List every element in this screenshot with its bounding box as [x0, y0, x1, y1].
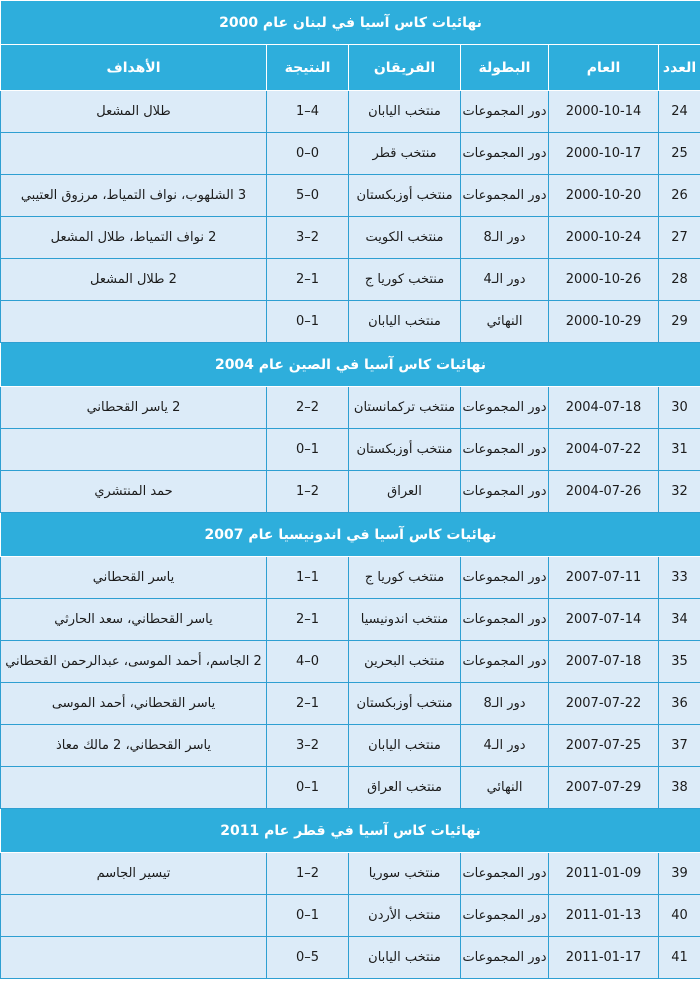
match-number: 41	[659, 937, 700, 979]
opponent-team: منتخب سوريا	[349, 853, 461, 895]
opponent-team: منتخب العراق	[349, 767, 461, 809]
match-number: 38	[659, 767, 700, 809]
goal-scorers	[1, 133, 267, 175]
match-number: 39	[659, 853, 700, 895]
match-stage: دور الـ4	[461, 259, 549, 301]
opponent-team: منتخب اليابان	[349, 937, 461, 979]
opponent-team: منتخب تركمانستان	[349, 387, 461, 429]
match-date: 2000-10-17	[549, 133, 659, 175]
match-stage: دور المجموعات	[461, 133, 549, 175]
table-row	[1, 853, 700, 895]
header-goals: الأهداف	[1, 45, 267, 91]
match-score: 5–0	[267, 175, 349, 217]
goal-scorers: ياسر القحطاني، أحمد الموسى	[1, 683, 267, 725]
match-stage: دور المجموعات	[461, 937, 549, 979]
match-stage: النهائي	[461, 767, 549, 809]
header-year: العام	[549, 45, 659, 91]
goal-scorers	[1, 937, 267, 979]
opponent-team: منتخب اليابان	[349, 301, 461, 343]
table-row	[1, 725, 700, 767]
goal-scorers	[1, 301, 267, 343]
match-date: 2011-01-17	[549, 937, 659, 979]
section-header	[1, 343, 700, 387]
match-score: 0–1	[267, 429, 349, 471]
opponent-team: منتخب الأردن	[349, 895, 461, 937]
match-number: 32	[659, 471, 700, 513]
match-score: 0–1	[267, 895, 349, 937]
match-number: 26	[659, 175, 700, 217]
opponent-team: منتخب قطر	[349, 133, 461, 175]
header-stage: البطولة	[461, 45, 549, 91]
opponent-team: منتخب اندونيسيا	[349, 599, 461, 641]
match-stage: دور المجموعات	[461, 387, 549, 429]
table-row	[1, 133, 700, 175]
match-date: 2007-07-14	[549, 599, 659, 641]
section-title: نهائيات كاس آسيا في الصين عام 2004	[1, 343, 700, 387]
match-number: 37	[659, 725, 700, 767]
goal-scorers: 2 الجاسم، أحمد الموسى، عبدالرحمن القحطاني	[1, 641, 267, 683]
table-row	[1, 259, 700, 301]
table-row	[1, 683, 700, 725]
table-row	[1, 301, 700, 343]
match-stage: دور المجموعات	[461, 557, 549, 599]
section-header	[1, 513, 700, 557]
match-number: 29	[659, 301, 700, 343]
match-score: 4–0	[267, 641, 349, 683]
match-stage: دور المجموعات	[461, 599, 549, 641]
match-number: 36	[659, 683, 700, 725]
table-row	[1, 557, 700, 599]
match-number: 30	[659, 387, 700, 429]
table-row	[1, 937, 700, 979]
match-stage: دور المجموعات	[461, 471, 549, 513]
table-row	[1, 429, 700, 471]
opponent-team: منتخب الكويت	[349, 217, 461, 259]
match-date: 2000-10-14	[549, 91, 659, 133]
goal-scorers	[1, 429, 267, 471]
opponent-team: منتخب البحرين	[349, 641, 461, 683]
match-date: 2007-07-22	[549, 683, 659, 725]
header-result: النتيجة	[267, 45, 349, 91]
goal-scorers: حمد المنتشري	[1, 471, 267, 513]
table-row	[1, 471, 700, 513]
match-date: 2007-07-18	[549, 641, 659, 683]
opponent-team: منتخب أوزبكستان	[349, 683, 461, 725]
table-row	[1, 895, 700, 937]
table-row	[1, 175, 700, 217]
match-stage: دور الـ4	[461, 725, 549, 767]
match-stage: دور المجموعات	[461, 641, 549, 683]
goal-scorers: 2 طلال المشعل	[1, 259, 267, 301]
goal-scorers: ياسر القحطاني، سعد الحارثي	[1, 599, 267, 641]
goal-scorers: تيسير الجاسم	[1, 853, 267, 895]
section-header	[1, 809, 700, 853]
match-stage: دور الـ8	[461, 683, 549, 725]
match-stage: دور المجموعات	[461, 91, 549, 133]
opponent-team: منتخب كوريا ج	[349, 259, 461, 301]
table-row	[1, 91, 700, 133]
section-title: نهائيات كاس آسيا في اندونيسيا عام 2007	[1, 513, 700, 557]
opponent-team: منتخب اليابان	[349, 725, 461, 767]
match-date: 2004-07-18	[549, 387, 659, 429]
match-stage: دور المجموعات	[461, 895, 549, 937]
opponent-team: منتخب كوريا ج	[349, 557, 461, 599]
match-date: 2000-10-26	[549, 259, 659, 301]
match-score: 0–1	[267, 767, 349, 809]
match-stage: دور الـ8	[461, 217, 549, 259]
match-score: 1–4	[267, 91, 349, 133]
section-header	[1, 1, 700, 45]
opponent-team: منتخب أوزبكستان	[349, 175, 461, 217]
goal-scorers: 2 ياسر القحطاني	[1, 387, 267, 429]
header-teams: الفريقان	[349, 45, 461, 91]
goal-scorers: 2 نواف التمياط، طلال المشعل	[1, 217, 267, 259]
match-score: 3–2	[267, 725, 349, 767]
match-number: 24	[659, 91, 700, 133]
match-date: 2000-10-24	[549, 217, 659, 259]
goal-scorers: 3 الشلهوب، نواف التمياط، مرزوق العتيبي	[1, 175, 267, 217]
match-score: 1–2	[267, 471, 349, 513]
match-score: 1–2	[267, 853, 349, 895]
opponent-team: العراق	[349, 471, 461, 513]
match-score: 2–2	[267, 387, 349, 429]
match-stage: دور المجموعات	[461, 853, 549, 895]
match-number: 27	[659, 217, 700, 259]
match-date: 2011-01-09	[549, 853, 659, 895]
table-row	[1, 217, 700, 259]
match-date: 2000-10-20	[549, 175, 659, 217]
match-score: 2–1	[267, 259, 349, 301]
match-date: 2007-07-25	[549, 725, 659, 767]
column-headers	[1, 45, 700, 91]
match-score: 0–1	[267, 301, 349, 343]
match-stage: النهائي	[461, 301, 549, 343]
match-number: 40	[659, 895, 700, 937]
table-row	[1, 641, 700, 683]
section-title: نهائيات كاس آسيا في لبنان عام 2000	[1, 1, 700, 45]
match-score: 1–1	[267, 557, 349, 599]
match-date: 2007-07-29	[549, 767, 659, 809]
match-number: 31	[659, 429, 700, 471]
match-number: 33	[659, 557, 700, 599]
goal-scorers	[1, 895, 267, 937]
opponent-team: منتخب أوزبكستان	[349, 429, 461, 471]
match-number: 35	[659, 641, 700, 683]
goal-scorers	[1, 767, 267, 809]
match-date: 2004-07-22	[549, 429, 659, 471]
match-score: 0–0	[267, 133, 349, 175]
match-date: 2004-07-26	[549, 471, 659, 513]
match-date: 2007-07-11	[549, 557, 659, 599]
match-score: 3–2	[267, 217, 349, 259]
goal-scorers: ياسر القحطاني	[1, 557, 267, 599]
match-number: 34	[659, 599, 700, 641]
match-score: 0–5	[267, 937, 349, 979]
goal-scorers: طلال المشعل	[1, 91, 267, 133]
match-date: 2011-01-13	[549, 895, 659, 937]
section-title: نهائيات كاس آسيا في قطر عام 2011	[1, 809, 700, 853]
table-row	[1, 767, 700, 809]
goal-scorers: ياسر القحطاني، 2 مالك معاذ	[1, 725, 267, 767]
table-row	[1, 599, 700, 641]
match-number: 28	[659, 259, 700, 301]
header-num: العدد	[659, 45, 700, 91]
match-score: 2–1	[267, 683, 349, 725]
table-row	[1, 387, 700, 429]
results-table-body	[1, 1, 700, 979]
match-score: 2–1	[267, 599, 349, 641]
match-number: 25	[659, 133, 700, 175]
opponent-team: منتخب اليابان	[349, 91, 461, 133]
match-date: 2000-10-29	[549, 301, 659, 343]
match-stage: دور المجموعات	[461, 429, 549, 471]
match-stage: دور المجموعات	[461, 175, 549, 217]
